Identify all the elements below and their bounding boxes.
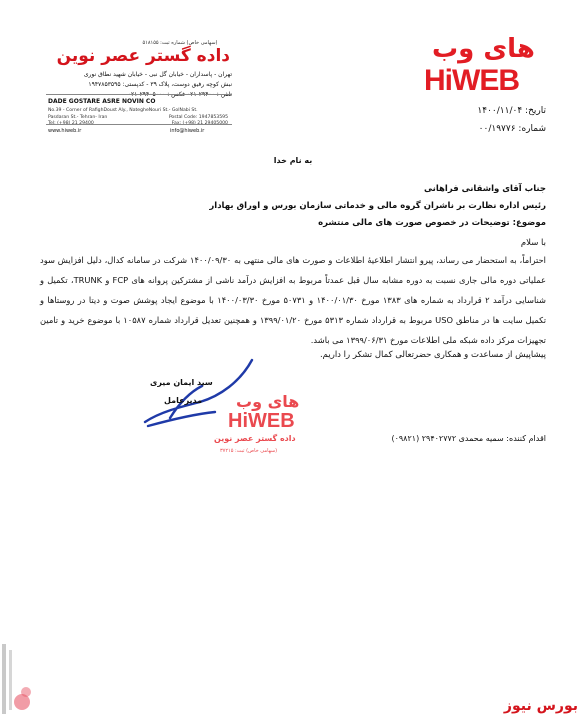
stamp-logo-fa: های وب	[236, 392, 300, 411]
company-stamp	[212, 390, 302, 465]
letter-date	[477, 106, 546, 116]
address-line: تهران - پاسداران - خیابان گل نبی - خیابان شهید نطاق نوری	[83, 71, 232, 78]
prepared-by: اقدام کننده: سمیه محمدی ۲۹۴۰۲۷۷۲ (۰۹۸۲۱)	[391, 434, 546, 443]
number-label: شماره:	[518, 124, 546, 134]
company-email: info@hiweb.ir	[170, 128, 205, 134]
company-address-fa	[46, 70, 232, 100]
signer-title: مدیرعامل	[164, 396, 203, 405]
date-value: ۱۴۰۰/۱۱/۰۴	[477, 106, 523, 116]
basmala: به نام خدا	[273, 156, 313, 165]
address-en-line: Pasdaran St.- Tehran- Iran	[48, 114, 108, 120]
letter-closing: پیشاپیش از مساعدت و همکاری حضرتعالی کمال تشکر را داریم.	[319, 350, 546, 360]
address-line: نبش کوچه رفیق دوست، پلاک ۳۹ - کدپستی: ۱۹۴۷۸۵۳۵۹۵	[88, 81, 232, 88]
date-label: تاریخ:	[525, 106, 546, 116]
company-name-en: DADE GOSTARE ASRE NOVIN CO	[48, 98, 156, 105]
company-registration: (سهامی خاص) شماره ثبت: ۵۱۸۱۵۵	[142, 40, 218, 46]
stamp-company: داده گستر عصر نوین	[214, 434, 296, 443]
header-divider	[46, 124, 232, 125]
address-en-line: No.39 - Corner of RafighDoust Aly., NategheNouri St.- GolNabi St.	[48, 108, 198, 113]
header-divider	[46, 94, 232, 95]
watermark-logo-icon	[0, 640, 34, 722]
stamp-registration: (سهامی خاص) ثبت: ۳۷۲۱۵	[220, 448, 278, 454]
logo-fa: های وب	[432, 34, 535, 64]
signer-name: سید ایمان میری	[150, 378, 213, 387]
number-value: ۰۰/۱۹۷۷۶	[478, 124, 516, 134]
letter-number	[479, 124, 546, 134]
company-website: www.hiweb.ir	[48, 128, 82, 134]
postal-code: Postal Code: 1947853595	[168, 114, 228, 120]
watermark-text: بورس نیوز	[503, 698, 578, 714]
greeting: با سلام	[520, 238, 546, 248]
letter-subject: موضوع: توضیحات در خصوص صورت های مالی منتشره	[318, 218, 546, 228]
stamp-logo-en: HiWEB	[228, 410, 295, 432]
letter-body: احتراماً، به استحضار می رساند، پیرو انتشار اطلاعیۀ اطلاعات و صورت های مالی منتهی به ۱۴۰۰/۰۹/۳۰ شرکت در سامانه کدال، دلیل افزایش سود عملیاتی دوره مالی جاری نسبت به دوره مشابه سال قبل عمدتاً مربوط به افزایش درآمد ناشی از مشترکین پروانه های FCP و TRUNK، تکمیل و شناسایی درآمد ۲ قرارداد به شماره های ۱۳۸۳ مورخ ۱۴۰۰/۰۱/۳۰ و ۵۰۷۳۱ مورخ ۱۴۰۰/۰۳/۳۰ با موضوع ایجاد پوشش صوت و دیتا در روستاها و تکمیل سایت ها در مناطق USO مربوط به قرارداد شماره ۵۳۱۳ مورخ ۱۳۹۹/۰۱/۲۰ و همچنین تعدیل قرارداد شماره ۱۰۵۸۷ با موضوع خرید و تامین تجهیزات مرکز داده شبکه ملی اطلاعات مورخ ۱۳۹۹/۰۶/۳۱ می باشد.	[40, 255, 547, 345]
logo-en: HiWEB	[424, 64, 519, 97]
company-name-fa: داده گستر عصر نوین	[56, 46, 230, 66]
recipient-title: جناب آقای واشقانی فراهانی	[424, 184, 546, 194]
recipient-position: رئیس اداره نظارت بر ناشران گروه مالی و خدماتی سازمان بورس و اوراق بهادار	[209, 201, 546, 211]
